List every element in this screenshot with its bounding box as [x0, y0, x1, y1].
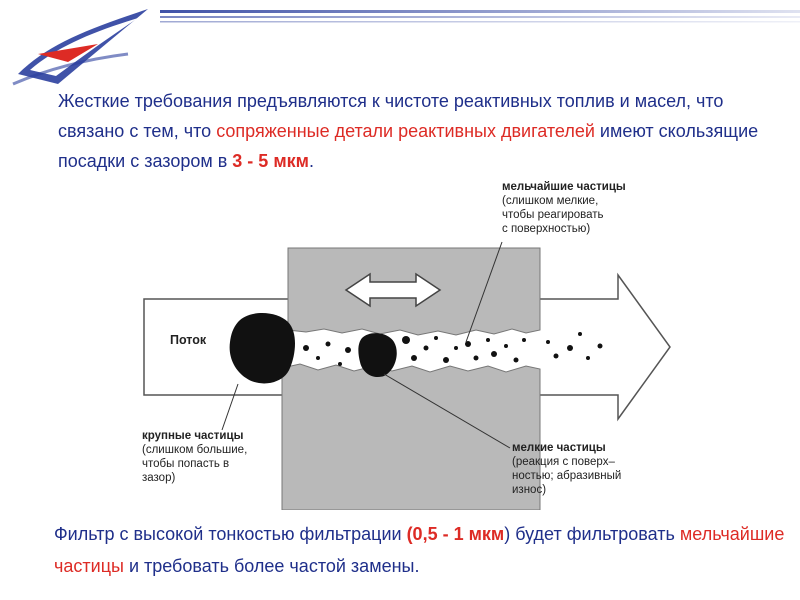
large-particles-line: чтобы попасть в [142, 458, 230, 470]
conclusion-paragraph [54, 518, 794, 582]
conclusion-highlight: мельчайшие частицы [54, 524, 785, 576]
small-particles-label [512, 441, 621, 497]
intro-highlight: сопряженные детали реактивных двигателей [216, 121, 595, 141]
intro-text-part1: Жесткие требования предъявляются к чистоте реактивных топлив и масел, что связано с тем, что [58, 91, 724, 141]
large-particles-line: зазор) [142, 472, 176, 484]
logo-icon [8, 4, 158, 89]
intro-text-part2: имеют скользящие посадки с зазором в [58, 121, 759, 171]
intro-paragraph [58, 86, 778, 176]
conclusion-text-part1: Фильтр с высокой тонкостью фильтрации [54, 524, 407, 544]
conclusion-text-part3: и требовать более частой замены. [123, 556, 420, 576]
large-particles-line: (слишком большие, [142, 444, 248, 456]
finest-particles-line: с поверхностью) [502, 223, 591, 235]
finest-particles-label [502, 180, 626, 236]
intro-text-part3: . [308, 151, 314, 171]
small-particles-line: износ) [512, 484, 547, 496]
flow-label: Поток [170, 333, 207, 347]
small-particles-title: мелкие частицы [512, 442, 606, 454]
filtration-diagram [130, 172, 690, 510]
lower-block [282, 364, 540, 510]
filtration-range: (0,5 - 1 мкм [406, 524, 505, 544]
finest-particles-title: мельчайшие частицы [502, 181, 626, 193]
conclusion-text-part2: ) будет фильтровать [504, 524, 680, 544]
small-particles-line: ностью; абразивный [512, 470, 622, 482]
gap-value: 3 - 5 мкм [232, 151, 309, 171]
finest-particles-line: чтобы реагировать [502, 209, 604, 221]
small-particles-line: (реакция с поверх– [512, 456, 615, 468]
finest-particles-line: (слишком мелкие, [502, 195, 599, 207]
large-particles-title: крупные частицы [142, 430, 244, 442]
large-particles-label [142, 429, 247, 485]
